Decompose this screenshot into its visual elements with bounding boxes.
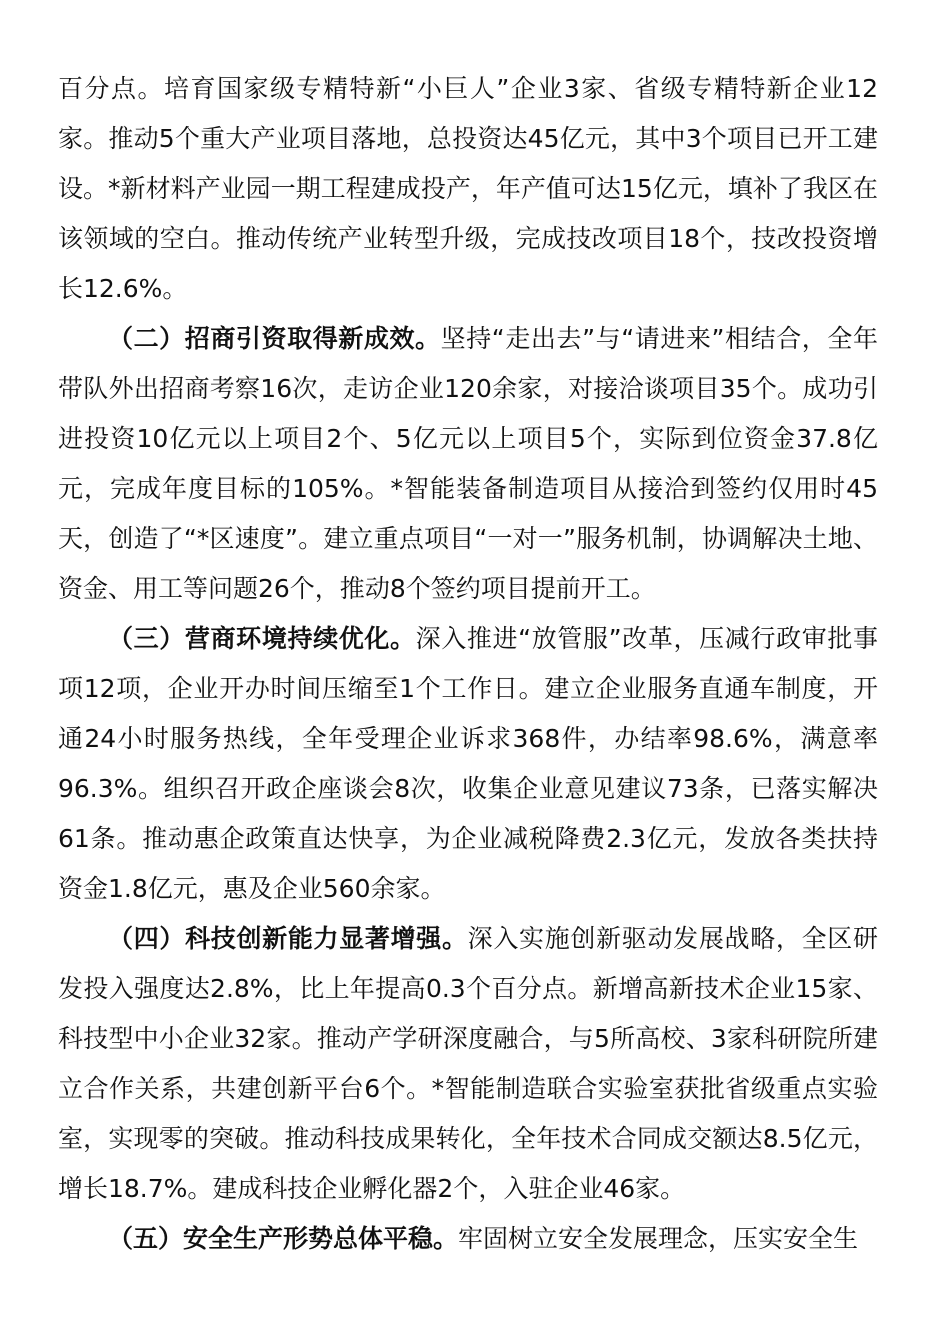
paragraph-innovation [58, 914, 878, 1214]
section-heading-safety: （五）安全生产形势总体平稳。 [108, 1224, 459, 1253]
paragraph-safety [58, 1214, 878, 1264]
paragraph-business-environment [58, 614, 878, 914]
paragraph-continuation [58, 64, 878, 314]
section-heading-investment: （二）招商引资取得新成效。 [108, 324, 441, 353]
section-heading-innovation: （四）科技创新能力显著增强。 [108, 924, 468, 953]
document-page [58, 64, 878, 1264]
paragraph-text: 牢固树立安全发展理念，压实安全生 [458, 1224, 859, 1253]
section-heading-business-environment: （三）营商环境持续优化。 [108, 624, 416, 653]
paragraph-text: 百分点。培育国家级专精特新“小巨人”企业3家、省级专精特新企业12家。推动5个重大产业项目落地，总投资达45亿元，其中3个项目已开工建设。*新材料产业园一期工程建成投产，年产值可达15亿元，填补了我区在该领域的空白。推动传统产业转型升级，完成技改项目18个，技改投资增长12.6%。 [58, 74, 878, 303]
paragraph-investment [58, 314, 878, 614]
paragraph-text: 深入实施创新驱动发展战略，全区研发投入强度达2.8%，比上年提高0.3个百分点。新增高新技术企业15家、科技型中小企业32家。推动产学研深度融合，与5所高校、3家科研院所建立合作关系，共建创新平台6个。*智能制造联合实验室获批省级重点实验室，实现零的突破。推动科技成果转化，全年技术合同成交额达8.5亿元，增长18.7%。建成科技企业孵化器2个，入驻企业46家。 [58, 924, 878, 1203]
paragraph-text: 坚持“走出去”与“请进来”相结合，全年带队外出招商考察16次，走访企业120余家，对接洽谈项目35个。成功引进投资10亿元以上项目2个、5亿元以上项目5个，实际到位资金37.8亿元，完成年度目标的105%。*智能装备制造项目从接洽到签约仅用时45天，创造了“*区速度”。建立重点项目“一对一”服务机制，协调解决土地、资金、用工等问题26个，推动8个签约项目提前开工。 [58, 324, 878, 603]
paragraph-text: 深入推进“放管服”改革，压减行政审批事项12项，企业开办时间压缩至1个工作日。建立企业服务直通车制度，开通24小时服务热线，全年受理企业诉求368件，办结率98.6%，满意率96.3%。组织召开政企座谈会8次，收集企业意见建议73条，已落实解决61条。推动惠企政策直达快享，为企业减税降费2.3亿元，发放各类扶持资金1.8亿元，惠及企业560余家。 [58, 624, 878, 903]
